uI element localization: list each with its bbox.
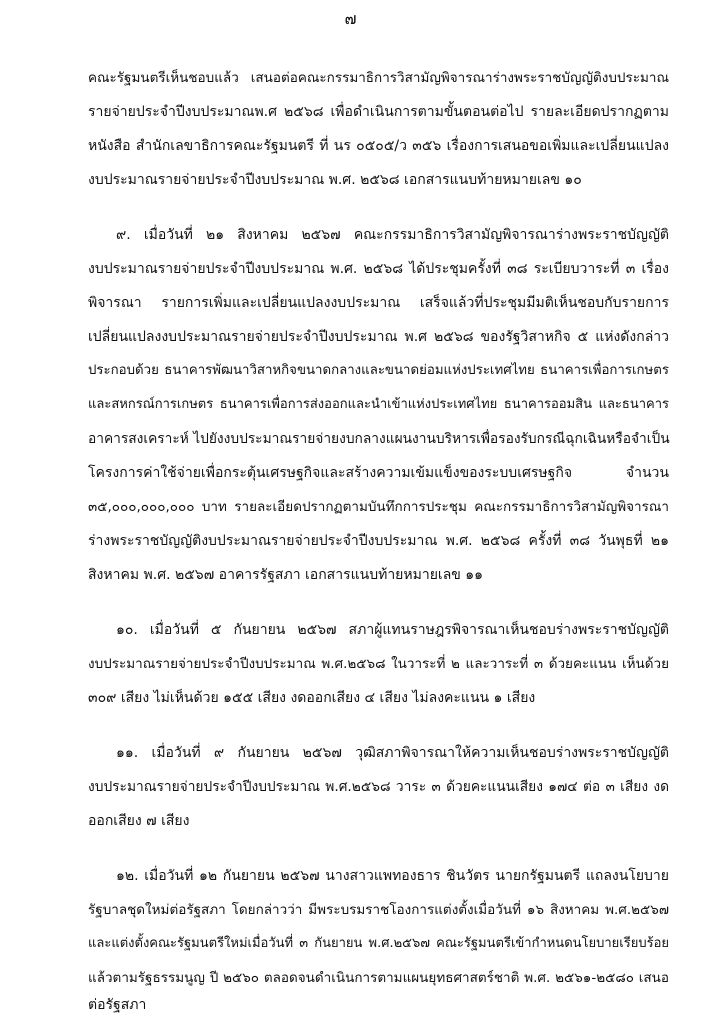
paragraph-line: ต่อรัฐสภา — [88, 997, 147, 1013]
paragraph-line: ๓๕,๐๐๐,๐๐๐,๐๐๐ บาท รายละเอียดปรากฏตามบันทึกการประชุม คณะกรรมาธิการวิสามัญพิจารณา — [88, 499, 669, 515]
paragraph-line: ร่างพระราชบัญญัติงบประมาณรายจ่ายประจำปีงบประมาณ พ.ศ. ๒๕๖๘ ครั้งที่ ๓๘ วันพุธที่ ๒๑ — [88, 533, 669, 549]
item-12-first-line: ๑๒. เมื่อวันที่ ๑๒ กันยายน ๒๕๖๗ นางสาวแพทองธาร ชินวัตร นายกรัฐมนตรี แถลงนโยบาย — [116, 868, 669, 884]
item-10-first-line: ๑๐. เมื่อวันที่ ๕ กันยายน ๒๕๖๗ สภาผู้แทนราษฎรพิจารณาเห็นชอบร่างพระราชบัญญัติ — [116, 622, 669, 638]
paragraph-line: งบประมาณรายจ่ายประจำปีงบประมาณ พ.ศ. ๒๕๖๘ ได้ประชุมครั้งที่ ๓๘ ระเบียบวาระที่ ๓ เรื่อง — [88, 261, 669, 277]
paragraph-line: หนังสือ สำนักเลขาธิการคณะรัฐมนตรี ที่ นร ๐๕๐๕/ว ๓๕๖ เรื่องการเสนอขอเพิ่มและเปลี่ยนแปลง — [88, 138, 669, 154]
paragraph-line: อาคารสงเคราะห์ ไปยังงบประมาณรายจ่ายงบกลางแผนงานบริหารเพื่อรองรับกรณีฉุกเฉินหรือจำเป็น — [88, 431, 670, 447]
paragraph-line: ๓๐๙ เสียง ไม่เห็นด้วย ๑๕๕ เสียง งดออกเสียง ๔ เสียง ไม่ลงคะแนน ๑ เสียง — [88, 690, 536, 706]
paragraph-line: รายจ่ายประจำปีงบประมาณพ.ศ ๒๕๖๘ เพื่อดำเนินการตามขั้นตอนต่อไป รายละเอียดปรากฏตาม — [88, 104, 669, 120]
paragraph-line: โครงการค่าใช้จ่ายเพื่อกระตุ้นเศรษฐกิจและสร้างความเข้มแข็งของระบบเศรษฐกิจ จำนวน — [88, 465, 669, 481]
paragraph-line: ออกเสียง ๗ เสียง — [88, 813, 190, 829]
page-number: ๗ — [344, 9, 357, 28]
paragraph-line: งบประมาณรายจ่ายประจำปีงบประมาณ พ.ศ.๒๕๖๘ ในวาระที่ ๒ และวาระที่ ๓ ด้วยคะแนน เห็นด้วย — [88, 656, 669, 672]
paragraph-line: พิจารณา รายการเพิ่มและเปลี่ยนแปลงงบประมาณ เสร็จแล้วที่ประชุมมีมติเห็นชอบกับรายการ — [88, 295, 669, 311]
paragraph-line: รัฐบาลชุดใหม่ต่อรัฐสภา โดยกล่าวว่า มีพระบรมราชโองการแต่งตั้งเมื่อวันที่ ๑๖ สิงหาคม พ.ศ.๒๕๖๗ — [88, 902, 669, 918]
paragraph-line: เปลี่ยนแปลงงบประมาณรายจ่ายประจำปีงบประมาณ พ.ศ ๒๕๖๘ ของรัฐวิสาหกิจ ๕ แห่งดังกล่าว — [88, 329, 669, 345]
item-9-first-line: ๙. เมื่อวันที่ ๒๑ สิงหาคม ๒๕๖๗ คณะกรรมาธิการวิสามัญพิจารณาร่างพระราชบัญญัติ — [116, 227, 669, 243]
paragraph-line: ประกอบด้วย ธนาคารพัฒนาวิสาหกิจขนาดกลางและขนาดย่อมแห่งประเทศไทย ธนาคารเพื่อการเกษตร — [88, 363, 669, 378]
paragraph-line: แล้วตามรัฐธรรมนูญ ปี ๒๕๖๐ ตลอดจนดำเนินการตามแผนยุทธศาสตร์ชาติ พ.ศ. ๒๕๖๑-๒๕๘๐ เสนอ — [88, 970, 669, 986]
paragraph-line: และแต่งตั้งคณะรัฐมนตรีใหม่เมื่อวันที่ ๓ กันยายน พ.ศ.๒๕๖๗ คณะรัฐมนตรีเข้ากำหนดนโยบายเรียบร้อย — [88, 936, 669, 951]
paragraph-line: งบประมาณรายจ่ายประจำปีงบประมาณ พ.ศ. ๒๕๖๘ เอกสารแนบท้ายหมายเลข ๑๐ — [88, 172, 582, 188]
paragraph-line: สิงหาคม พ.ศ. ๒๕๖๗ อาคารรัฐสภา เอกสารแนบท้ายหมายเลข ๑๑ — [88, 567, 484, 583]
paragraph-line: งบประมาณรายจ่ายประจำปีงบประมาณ พ.ศ.๒๕๖๘ วาระ ๓ ด้วยคะแนนเสียง ๑๗๔ ต่อ ๓ เสียง งด — [88, 779, 669, 795]
item-11-first-line: ๑๑. เมื่อวันที่ ๙ กันยายน ๒๕๖๗ วุฒิสภาพิจารณาให้ความเห็นชอบร่างพระราชบัญญัติ — [116, 745, 669, 761]
paragraph-line: คณะรัฐมนตรีเห็นชอบแล้ว เสนอต่อคณะกรรมาธิการวิสามัญพิจารณาร่างพระราชบัญญัติงบประมาณ — [88, 70, 669, 86]
paragraph-line: และสหกรณ์การเกษตร ธนาคารเพื่อการส่งออกและนำเข้าแห่งประเทศไทย ธนาคารออมสิน และธนาคาร — [88, 397, 669, 412]
